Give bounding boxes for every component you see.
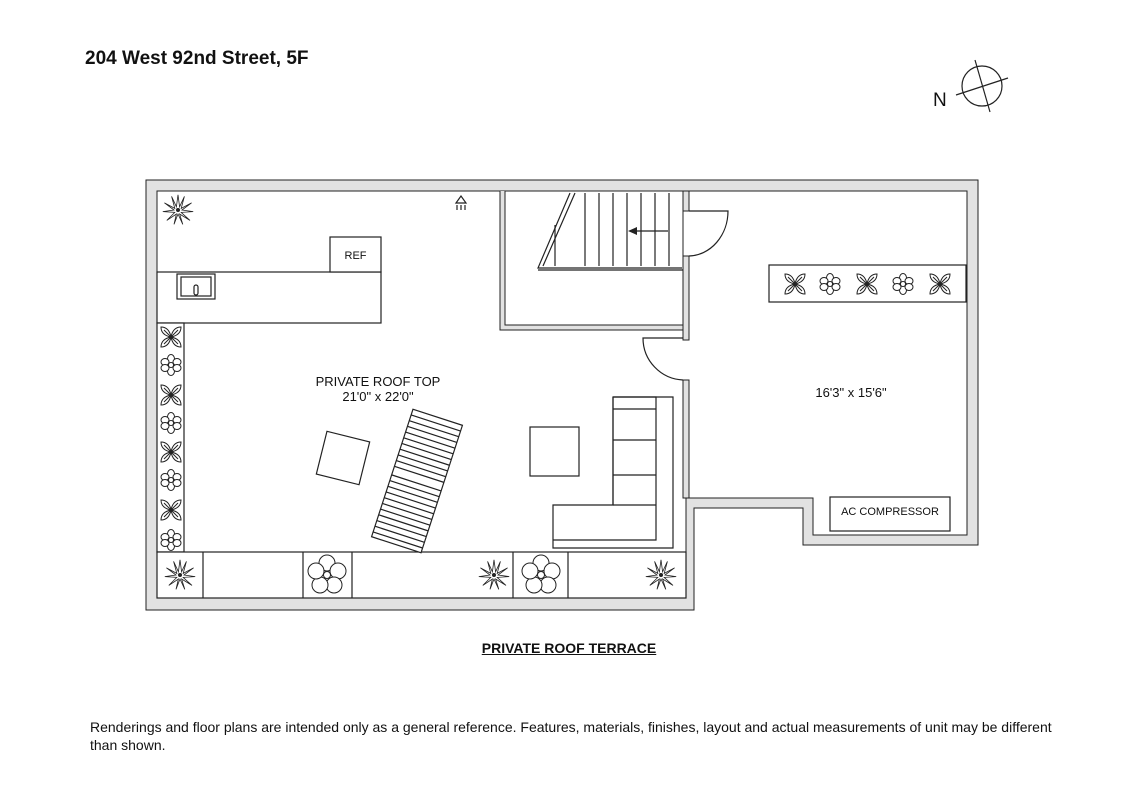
room-dimensions-roof-top: 21'0" x 22'0" [342,389,414,404]
listing-address-title: 204 West 92nd Street, 5F [85,48,309,69]
plan-caption: PRIVATE ROOF TERRACE [481,640,657,656]
ac-compressor [830,497,950,531]
door-roof-top-to-terrace[interactable] [643,338,683,380]
coffee-table [530,427,579,476]
room-name-roof-top: PRIVATE ROOF TOP [315,374,441,389]
shower-icon [456,196,466,210]
planter-left [157,323,184,552]
kitchen-counter [157,272,381,323]
refrigerator-label: REF [344,250,367,262]
side-chair [316,431,369,484]
north-arrow-icon [933,60,1008,112]
ac-compressor-label: AC COMPRESSOR [841,506,939,518]
planter-right [769,265,966,302]
lounge-chair [372,409,463,553]
compass-north-label: N [933,90,947,111]
refrigerator [330,237,381,272]
room-dimensions-terrace: 16'3" x 15'6" [815,385,887,400]
planter-bottom [157,552,686,598]
disclaimer-text: Renderings and floor plans are intended only as a general reference. Features, materials, finishes, layout and actual measurements of unit may be different than shown. [90,719,1052,753]
plant-icon [163,195,193,225]
stairwell [500,191,683,330]
door-stair-to-terrace[interactable] [689,211,728,256]
